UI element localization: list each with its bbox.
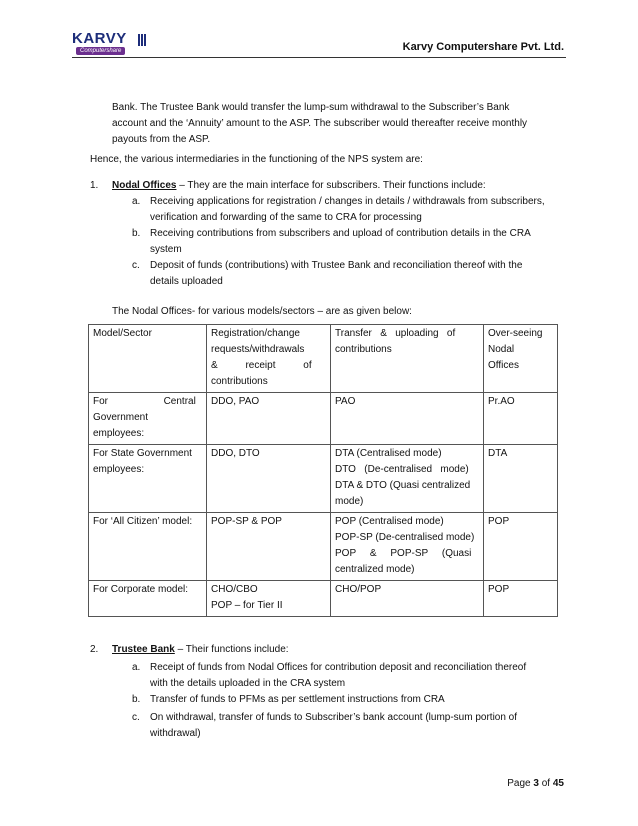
cell-text: DDO, PAO [211, 396, 260, 407]
table-cell [207, 445, 331, 513]
header-cell-overseeing [484, 325, 558, 393]
cell-text: For Corporate model: [93, 584, 189, 595]
cell-text: POP [488, 584, 510, 595]
header-text: Registration/change [211, 328, 300, 339]
table-row [89, 393, 558, 445]
cell-text: DDO, DTO [211, 448, 260, 459]
header-text: contributions [211, 376, 268, 387]
header-text: Nodal [488, 344, 515, 355]
s2-item-c-line2: withdrawal) [150, 728, 201, 739]
s2-item-c-marker: c. [132, 712, 140, 723]
logo-subtitle: Computershare [76, 47, 125, 55]
s2-item-b-line1: Transfer of funds to PFMs as per settlement instructions from CRA [150, 694, 445, 705]
s1-item-b-line1: Receiving contributions from subscribers and upload of contribution details in the CRA [150, 228, 531, 239]
s1-item-b-marker: b. [132, 228, 141, 239]
table-cell [207, 581, 331, 617]
s2-item-a-line2: with the details uploaded in the CRA system [150, 678, 346, 689]
cell-text: Pr.AO [488, 396, 515, 407]
cell-text: employees: [93, 428, 145, 439]
header-cell-model [89, 325, 207, 393]
header-cell-transfer [331, 325, 484, 393]
table-intro: The Nodal Offices- for various models/sectors – are as given below: [112, 306, 412, 317]
section2-number: 2. [90, 644, 99, 655]
table-cell [89, 581, 207, 617]
s1-item-a-line1: Receiving applications for registration / changes in details / withdrawals from subscribers, [150, 196, 545, 207]
table-cell [331, 513, 484, 581]
header-cell-registration [207, 325, 331, 393]
section1-title: Nodal Offices [112, 180, 177, 191]
section2-heading [112, 642, 562, 658]
cell-text: For Central [93, 396, 196, 407]
page-footer [507, 778, 564, 789]
company-name: Karvy Computershare Pvt. Ltd. [402, 41, 564, 53]
cell-text: PAO [335, 396, 356, 407]
table-header-row [89, 325, 558, 393]
table-cell [331, 393, 484, 445]
section2-rest: – Their functions include: [174, 644, 289, 655]
s1-item-c-marker: c. [132, 260, 140, 271]
table-cell [207, 393, 331, 445]
table-cell [207, 513, 331, 581]
table-cell [484, 445, 558, 513]
table-cell [331, 445, 484, 513]
header-divider [72, 57, 566, 58]
header-text: requests/withdrawals [211, 344, 305, 355]
s2-item-a-marker: a. [132, 662, 141, 673]
table-cell [484, 581, 558, 617]
s1-item-c-line1: Deposit of funds (contributions) with Trustee Bank and reconciliation thereof with the [150, 260, 523, 271]
cell-text: POP-SP & POP [211, 516, 282, 527]
s1-item-c-line2: details uploaded [150, 276, 223, 287]
footer-page-word: Page [507, 778, 531, 789]
section1-number: 1. [90, 180, 99, 191]
section1-rest: – They are the main interface for subscribers. Their functions include: [176, 180, 486, 191]
table-cell [89, 513, 207, 581]
cell-text: DTA [488, 448, 508, 459]
section1-heading [112, 178, 562, 194]
intro-line-2: account and the ‘Annuity’ amount to the ASP. The subscriber would thereafter receive monthly [112, 118, 528, 129]
logo-bars-icon [138, 33, 148, 45]
cell-text: POP-SP (De-centralised mode) [335, 532, 475, 543]
intro-line-3: payouts from the ASP. [112, 134, 211, 145]
s1-item-a-marker: a. [132, 196, 141, 207]
table-row [89, 445, 558, 513]
header-text: contributions [335, 344, 392, 355]
table-cell [89, 445, 207, 513]
cell-text: centralized mode) [335, 564, 415, 575]
cell-text: Government [93, 412, 149, 423]
s2-item-b-marker: b. [132, 694, 141, 705]
cell-text: mode) [335, 496, 364, 507]
cell-text: POP & POP-SP (Quasi [335, 548, 472, 559]
s2-item-a-line1: Receipt of funds from Nodal Offices for contribution deposit and reconciliation thereof [150, 662, 527, 673]
section2-title: Trustee Bank [112, 644, 175, 655]
cell-text: POP (Centralised mode) [335, 516, 444, 527]
header-text: Model/Sector [93, 328, 152, 339]
header-text: Over-seeing [488, 328, 543, 339]
table-row [89, 513, 558, 581]
cell-text: employees: [93, 464, 145, 475]
table-cell [484, 393, 558, 445]
footer-page-total: 45 [552, 778, 564, 789]
cell-text: DTO (De-centralised mode) [335, 464, 469, 475]
table-row [89, 581, 558, 617]
cell-text: POP [488, 516, 510, 527]
cell-text: POP – for Tier II [211, 600, 283, 611]
header-text: Offices [488, 360, 519, 371]
cell-text: CHO/CBO [211, 584, 258, 595]
footer-page-number: 3 [533, 778, 539, 789]
cell-text: DTA & DTO (Quasi centralized [335, 480, 471, 491]
table-cell [331, 581, 484, 617]
s1-item-a-line2: verification and forwarding of the same to CRA for processing [150, 212, 422, 223]
header-text: Transfer & uploading of [335, 328, 456, 339]
intro-line-1: Bank. The Trustee Bank would transfer the lump-sum withdrawal to the Subscriber’s Bank [112, 102, 510, 113]
s1-item-b-line2: system [150, 244, 182, 255]
s2-item-c-line1: On withdrawal, transfer of funds to Subscriber’s bank account (lump-sum portion of [150, 712, 518, 723]
footer-of-word: of [541, 778, 551, 789]
header-text: & receipt of [211, 360, 312, 371]
cell-text: For State Government [93, 448, 192, 459]
logo-text: KARVY [72, 30, 127, 47]
hence-paragraph: Hence, the various intermediaries in the functioning of the NPS system are: [90, 154, 423, 165]
cell-text: For ‘All Citizen’ model: [93, 516, 193, 527]
nodal-offices-table [88, 324, 558, 617]
table-cell [484, 513, 558, 581]
karvy-logo [72, 30, 152, 60]
cell-text: CHO/POP [335, 584, 382, 595]
table-cell [89, 393, 207, 445]
cell-text: DTA (Centralised mode) [335, 448, 442, 459]
